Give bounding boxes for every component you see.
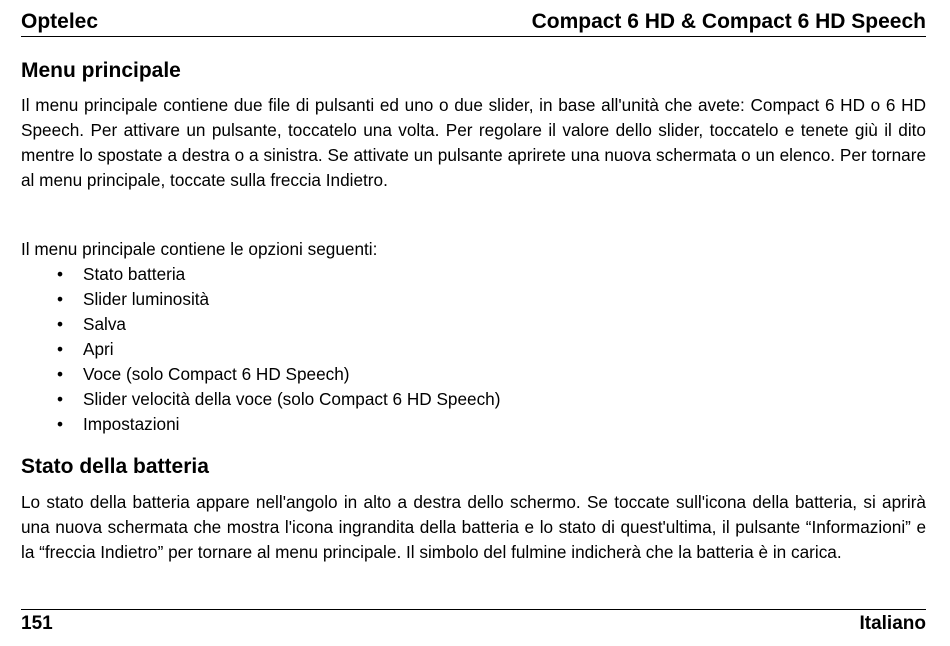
page-footer — [21, 609, 926, 638]
footer-language: Italiano — [859, 613, 926, 634]
list-item — [21, 287, 500, 312]
list-item-label: Salva — [83, 314, 126, 334]
section-heading-battery: Stato della batteria — [21, 455, 209, 478]
page-number: 151 — [21, 613, 53, 634]
menu-options-intro: Il menu principale contiene le opzioni seguenti: — [21, 239, 378, 259]
battery-description-paragraph: Lo stato della batteria appare nell'angolo in alto a destra dello schermo. Se toccate sull'icona della batteria, si aprirà una nuova schermata che mostra l'icona ingrandita della batteria e lo stato di quest'ultima, il pulsante “Informazioni” e la “freccia Indietro” per tornare al menu principale. Il simbolo del fulmine indicherà che la batteria è in carica. — [21, 492, 926, 562]
menu-description-paragraph: Il menu principale contiene due file di pulsanti ed uno o due slider, in base all'unità che avete: Compact 6 HD o 6 HD Speech. Per attivare un pulsante, toccatelo una volta. Per regolare il valore dello slider, toccatelo e tenete giù il dito mentre lo spostate a destra o a sinistra. Se attivate un pulsante aprirete una nuova schermata o un elenco. Per tornare al menu principale, toccate sulla freccia Indietro. — [21, 95, 926, 190]
bullet-icon: • — [57, 364, 64, 384]
header-brand: Optelec — [21, 10, 99, 33]
bullet-icon: • — [57, 414, 64, 434]
list-item — [21, 362, 500, 387]
list-item — [21, 387, 500, 412]
list-item-label: Slider luminosità — [83, 289, 210, 309]
list-item-label: Slider velocità della voce (solo Compact 6 HD Speech) — [83, 389, 501, 409]
header-product-title: Compact 6 HD & Compact 6 HD Speech — [531, 10, 926, 33]
list-item — [21, 337, 500, 362]
list-item — [21, 312, 500, 337]
list-item-label: Impostazioni — [83, 414, 180, 434]
section-heading-menu: Menu principale — [21, 59, 181, 82]
page-header — [21, 10, 926, 37]
list-item-label: Voce (solo Compact 6 HD Speech) — [83, 364, 350, 384]
bullet-icon: • — [57, 339, 64, 359]
bullet-icon: • — [57, 289, 64, 309]
bullet-icon: • — [57, 264, 64, 284]
document-page — [21, 0, 926, 646]
list-item — [21, 412, 500, 437]
list-item-label: Apri — [83, 339, 114, 359]
list-item-label: Stato batteria — [83, 264, 186, 284]
menu-options-list — [21, 262, 500, 437]
bullet-icon: • — [57, 314, 64, 334]
bullet-icon: • — [57, 389, 64, 409]
list-item — [21, 262, 500, 287]
